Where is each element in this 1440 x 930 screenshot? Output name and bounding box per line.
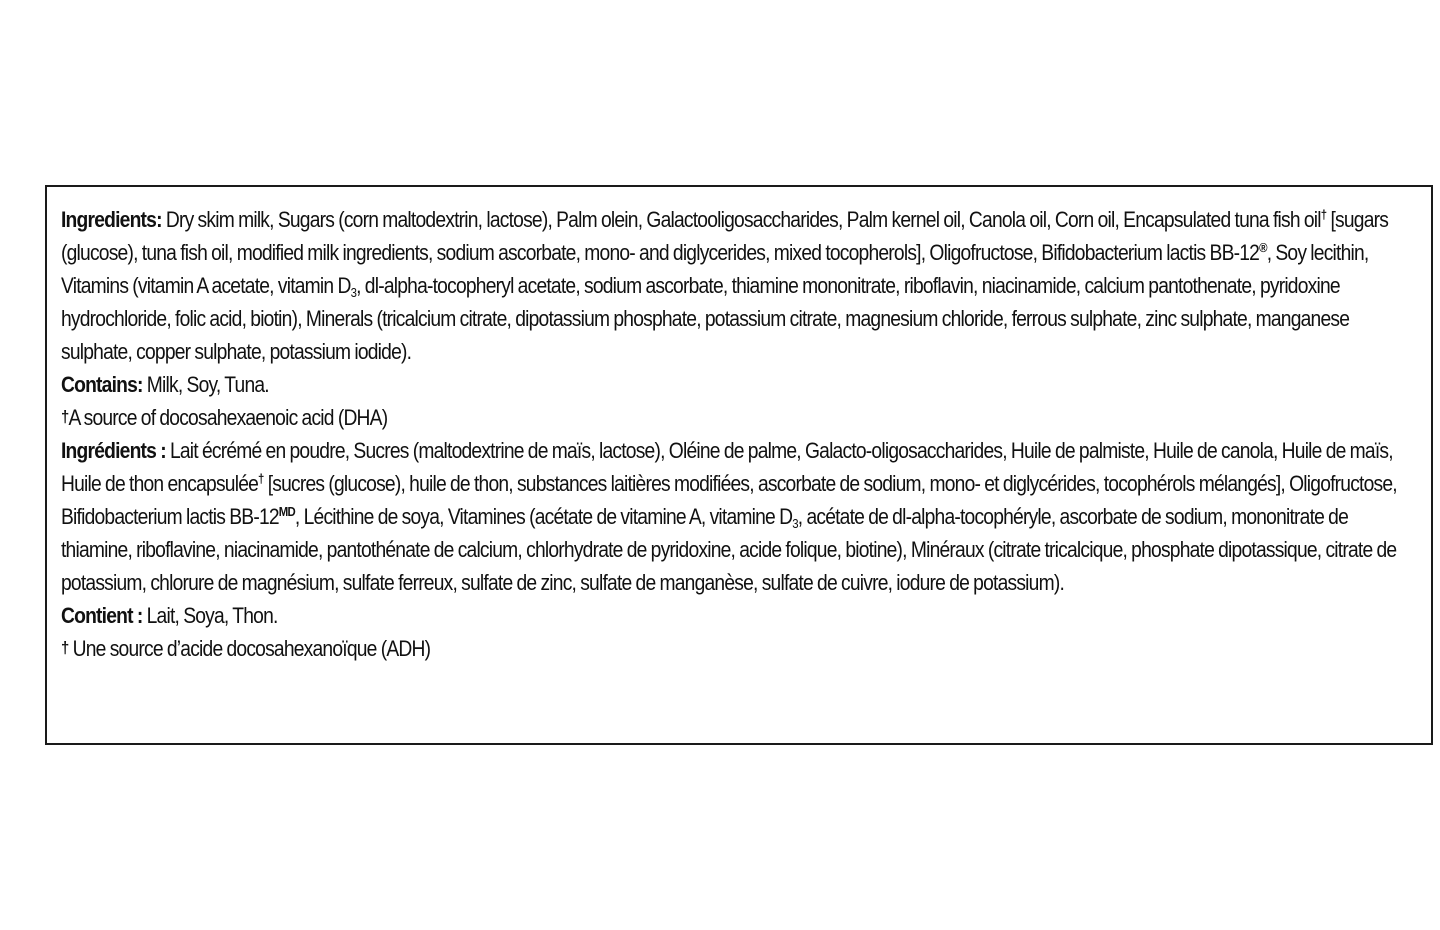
french-trademark-mark: MD <box>278 504 295 519</box>
french-ingredients-heading: Ingrédients : <box>61 438 166 463</box>
french-footnote-line <box>61 632 1421 665</box>
english-contains-text: Milk, Soy, Tuna. <box>142 372 269 397</box>
english-ingredients-text-1: Dry skim milk, Sugars (corn maltodextrin, lactose), Palm olein, Galactooligosaccharides, Palm kernel oil, Canola oil, Corn oil, Encapsulated tuna fish oil <box>161 207 1321 232</box>
ingredients-label-text <box>61 203 1421 665</box>
english-footnote-text: A source of docosahexaenoic acid (DHA) <box>68 405 388 430</box>
ingredients-label-panel <box>45 185 1433 745</box>
french-footnote-dagger: † <box>61 638 69 657</box>
english-ingredients-text-3: , Soy lecithin, Vitamins (vitamin A acetate, vitamin D <box>61 240 1369 298</box>
french-ingredients-text-1: Lait écrémé en poudre, Sucres (maltodextrine de maïs, lactose), Oléine de palme, Galacto-oligosaccharides, Huile de palmiste, Huile de canola, Huile de maïs, Huile de thon encapsulée <box>61 438 1393 496</box>
french-vitamin-d-subscript: 3 <box>792 516 798 531</box>
english-registered-mark: ® <box>1259 240 1267 255</box>
french-ingredients-paragraph <box>61 434 1421 599</box>
french-ingredients-text-2: [sucres (glucose), huile de thon, substances laitières modifiées, ascorbate de sodium, mono- et diglycérides, tocophérols mélangés], Oligofructose, Bifidobacterium lactis BB-12 <box>61 471 1397 529</box>
french-contains-text: Lait, Soya, Thon. <box>142 603 278 628</box>
french-contains-line <box>61 599 1421 632</box>
english-ingredients-text-2: [sugars (glucose), tuna fish oil, modified milk ingredients, sodium ascorbate, mono- and diglycerides, mixed tocopherols], Oligofructose, Bifidobacterium lactis BB-12 <box>61 207 1389 265</box>
french-footnote-text: Une source d’acide docosahexanoïque (ADH) <box>68 636 431 661</box>
english-footnote-line <box>61 401 1421 434</box>
french-ingredients-text-4: , acétate de dl-alpha-tocophéryle, ascorbate de sodium, mononitrate de thiamine, riboflavine, niacinamide, pantothénate de calcium, chlorhydrate de pyridoxine, acide folique, biotine), Minéraux (citrate tricalcique, phosphate dipotassique, citrate de potassium, chlorure de magnésium, sulfate ferreux, sulfate de zinc, sulfate de manganèse, sulfate de cuivre, iodure de potassium). <box>61 504 1397 595</box>
english-ingredients-paragraph <box>61 203 1421 368</box>
french-ingredients-text-3: , Lécithine de soya, Vitamines (acétate de vitamine A, vitamine D <box>294 504 793 529</box>
english-contains-line <box>61 368 1421 401</box>
english-footnote-dagger: † <box>61 407 69 426</box>
english-dagger-mark: † <box>1320 207 1327 222</box>
french-contains-heading: Contient : <box>61 603 143 628</box>
english-vitamin-d-subscript: 3 <box>350 285 357 300</box>
english-ingredients-text-4: , dl-alpha-tocopheryl acetate, sodium ascorbate, thiamine mononitrate, riboflavin, niacinamide, calcium pantothenate, pyridoxine hydrochloride, folic acid, biotin), Minerals (tricalcium citrate, dipotassium phosphate, potassium citrate, magnesium chloride, ferrous sulphate, zinc sulphate, manganese sulphate, copper sulphate, potassium iodide). <box>61 273 1350 364</box>
french-dagger-mark: † <box>258 471 264 486</box>
english-contains-heading: Contains: <box>61 372 143 397</box>
english-ingredients-heading: Ingredients: <box>61 207 162 232</box>
